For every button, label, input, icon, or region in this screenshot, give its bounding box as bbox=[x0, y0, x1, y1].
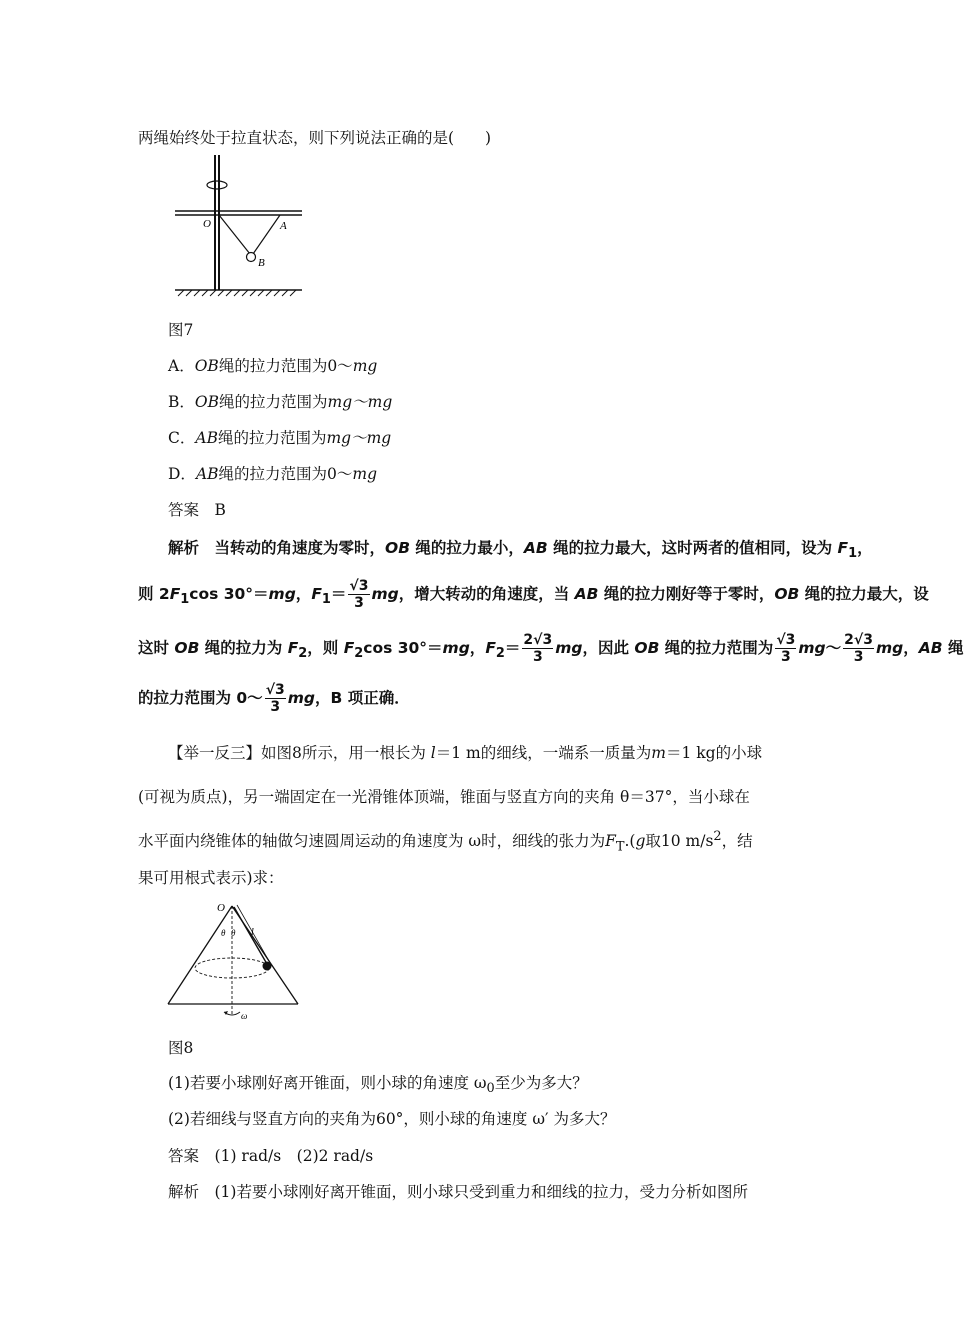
fig8-label-theta-2: θ bbox=[231, 928, 236, 938]
fig8-label-l: l bbox=[251, 927, 254, 938]
option-b[interactable]: B．OB绳的拉力范围为mg～mg bbox=[168, 393, 393, 411]
analysis-1-line-3: 这时 OB 绳的拉力为 $F_2$，则 $F_2\cos$ 30°＝mg，$F_2=$ $\frac{2√3}{3}$ mg，因此 OB 绳的拉力范围为 $\frac{√3}{3}$ mg～ $\frac{2√3}{3}$ mg，AB 绳 bbox=[138, 632, 964, 665]
problem-line-2: (可视为质点)，另一端固定在一光滑锥体顶端，锥面与竖直方向的夹角 θ＝37°，当小球在 bbox=[138, 788, 750, 806]
intro-text: 两绳始终处于拉直状态，则下列说法正确的是( ) bbox=[138, 129, 492, 147]
problem-line-3: 水平面内绕锥体的轴做匀速圆周运动的角速度为 ω时，细线的张力为$F_T.(g$取10 $m/s^2$，结 bbox=[138, 829, 753, 855]
answer-2: 答案 (1) rad/s (2)2 rad/s bbox=[168, 1147, 374, 1165]
answer-1: 答案 B bbox=[168, 501, 226, 519]
fraction-sqrt3-over-3: $\frac{√3}{3}$ bbox=[776, 632, 796, 665]
analysis-1-line-1: 解析 当转动的角速度为零时，OB 绳的拉力最小，AB 绳的拉力最大，这时两者的值相同，设为 $F_1$， bbox=[168, 539, 873, 562]
question-1: (1)若要小球刚好离开锥面，则小球的角速度 $\omega_0$至少为多大？ bbox=[168, 1074, 588, 1097]
fig8-label-theta-1: θ bbox=[221, 928, 226, 938]
fraction-sqrt3-over-3: $\frac{√3}{3}$ bbox=[349, 578, 369, 611]
fig7-label-a: A bbox=[280, 220, 287, 232]
fig8-label-omega: ω bbox=[241, 1011, 248, 1021]
option-d[interactable]: D．AB绳的拉力范围为0～mg bbox=[168, 465, 378, 483]
fig7-caption: 图7 bbox=[168, 321, 194, 339]
fig7-label-b: B bbox=[258, 257, 265, 269]
problem-line-1: 【举一反三】如图8所示，用一根长为 l＝1 m的细线，一端系一质量为m＝1 kg的小球 bbox=[168, 744, 763, 762]
fraction-2sqrt3-over-3: $\frac{2√3}{3}$ bbox=[844, 632, 874, 665]
fraction-sqrt3-over-3: $\frac{√3}{3}$ bbox=[265, 682, 285, 715]
analysis-1-line-2: 则 $2F_1\cos$ 30°＝mg，$F_1=$ $\frac{√3}{3}$ mg，增大转动的角速度，当 AB 绳的拉力刚好等于零时，OB 绳的拉力最大，设 bbox=[138, 578, 929, 611]
option-a[interactable]: A．OB绳的拉力范围为0～mg bbox=[168, 357, 378, 375]
analysis-2: 解析 (1)若要小球刚好离开锥面，则小球只受到重力和细线的拉力，受力分析如图所 bbox=[168, 1183, 748, 1201]
figure-8 bbox=[165, 898, 305, 1028]
problem-line-4: 果可用根式表示)求： bbox=[138, 869, 284, 887]
figure-7 bbox=[170, 150, 320, 300]
fig7-label-o: O bbox=[203, 218, 211, 230]
fig8-label-o: O bbox=[217, 902, 225, 914]
option-c[interactable]: C．AB绳的拉力范围为mg～mg bbox=[168, 429, 392, 447]
analysis-1-line-4: 的拉力范围为 0～ $\frac{√3}{3}$ mg，B 项正确． bbox=[138, 682, 410, 715]
question-2: (2)若细线与竖直方向的夹角为60°，则小球的角速度 ω′ 为多大？ bbox=[168, 1110, 616, 1128]
fraction-2sqrt3-over-3: $\frac{2√3}{3}$ bbox=[523, 632, 553, 665]
fig8-caption: 图8 bbox=[168, 1039, 194, 1057]
